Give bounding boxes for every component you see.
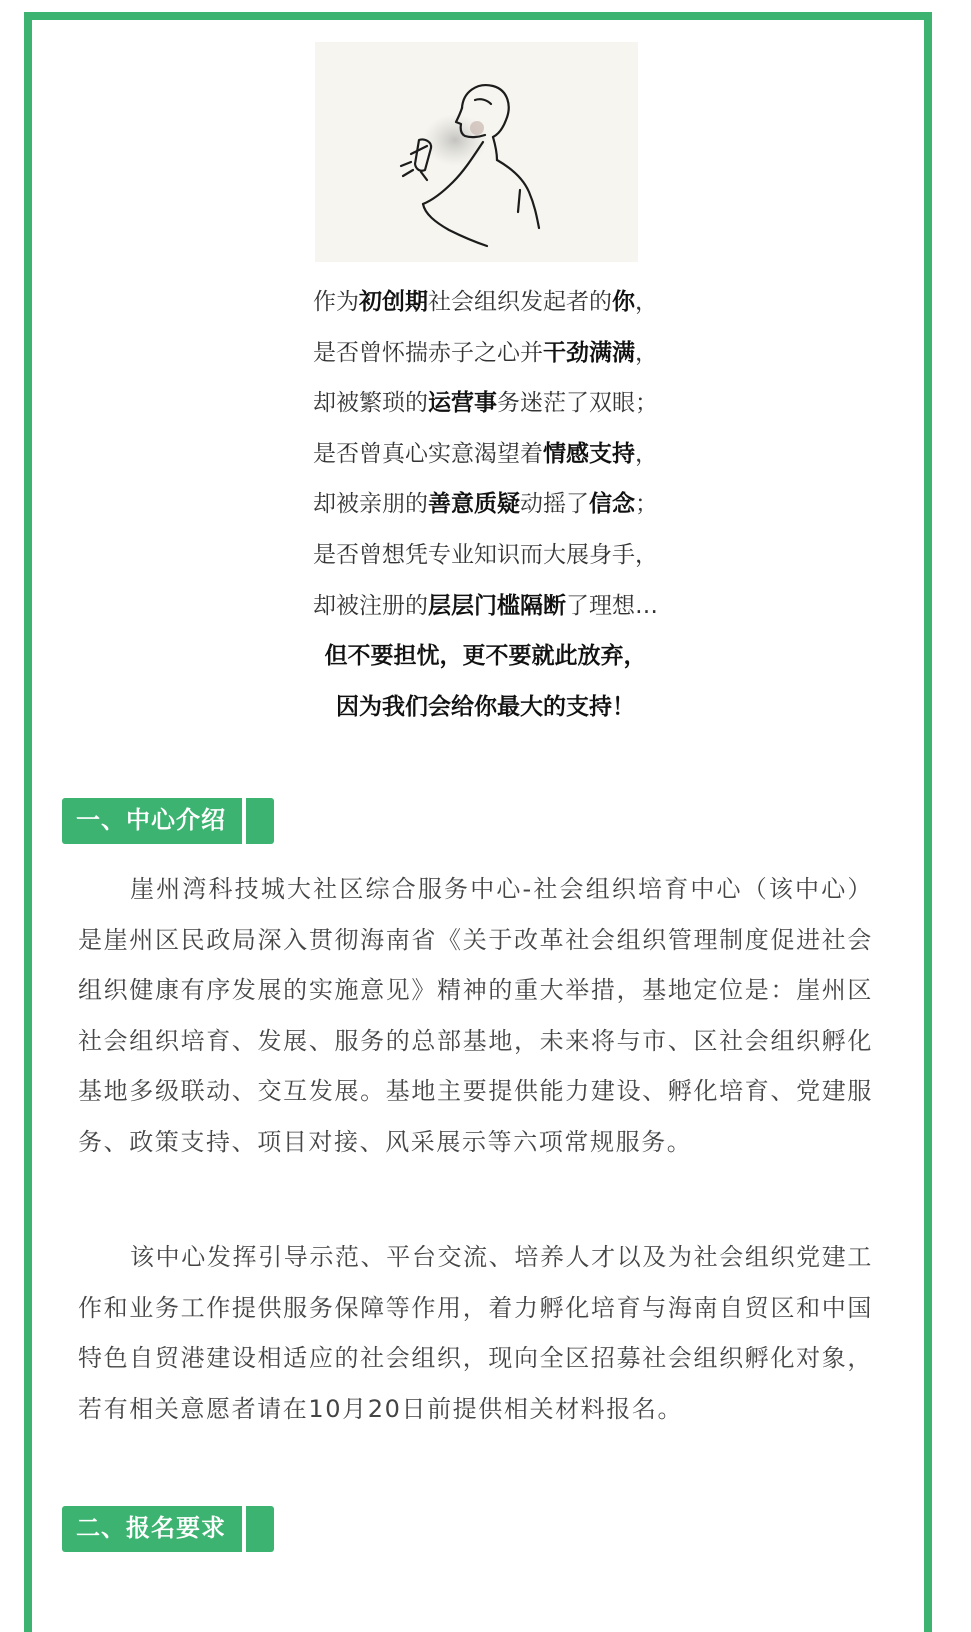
section-1-heading: [62, 798, 274, 844]
section-heading-tab: [244, 1506, 274, 1552]
poem-line: 却被繁琐的运营事务迷茫了双眼；: [313, 390, 658, 417]
poem-line: 却被注册的层层门槛隔断了理想…: [313, 592, 658, 619]
section-2-title: 二、报名要求: [62, 1506, 242, 1552]
section-1-paragraph-1: 崖州湾科技城大社区综合服务中心-社会组织培育中心（该中心）是崖州区民政局深入贯彻海南省《关于改革社会组织管理制度促进社会组织健康有序发展的实施意见》精神的重大举措，基地定位是：崖州区社会组织培育、发展、服务的总部基地，未来将与市、区社会组织孵化基地多级联动、交互发展。基地主要提供能力建设、孵化培育、党建服务、政策支持、项目对接、风采展示等六项常规服务。: [78, 875, 873, 1156]
section-1-title: 一、中心介绍: [62, 798, 242, 844]
poem-closing-line-2: 因为我们会给你最大的支持！: [336, 693, 635, 720]
poem-closing-line-1: 但不要担忧，更不要就此放弃，: [324, 643, 647, 670]
header-illustration: [315, 42, 638, 262]
section-heading-tab: [244, 798, 274, 844]
section-1-body-2: [78, 1232, 873, 1434]
section-2-heading: [62, 1506, 274, 1552]
poem-line: 是否曾想凭专业知识而大展身手，: [313, 541, 658, 568]
section-1-paragraph-2: 该中心发挥引导示范、平台交流、培养人才以及为社会组织党建工作和业务工作提供服务保障等作用，着力孵化培育与海南自贸区和中国特色自贸港建设相适应的社会组织，现向全区招募社会组织孵化对象，若有相关意愿者请在10月20日前提供相关材料报名。: [78, 1243, 873, 1423]
person-with-spray-illustration-icon: [315, 42, 638, 262]
poem-line: 是否曾真心实意渴望着情感支持，: [313, 440, 658, 467]
section-1-body: [78, 864, 873, 1168]
intro-poem: [0, 277, 971, 732]
poem-line: 是否曾怀揣赤子之心并干劲满满，: [313, 339, 658, 366]
poem-line: 作为初创期社会组织发起者的你，: [313, 289, 658, 315]
poem-line: 却被亲朋的善意质疑动摇了信念；: [313, 491, 658, 518]
